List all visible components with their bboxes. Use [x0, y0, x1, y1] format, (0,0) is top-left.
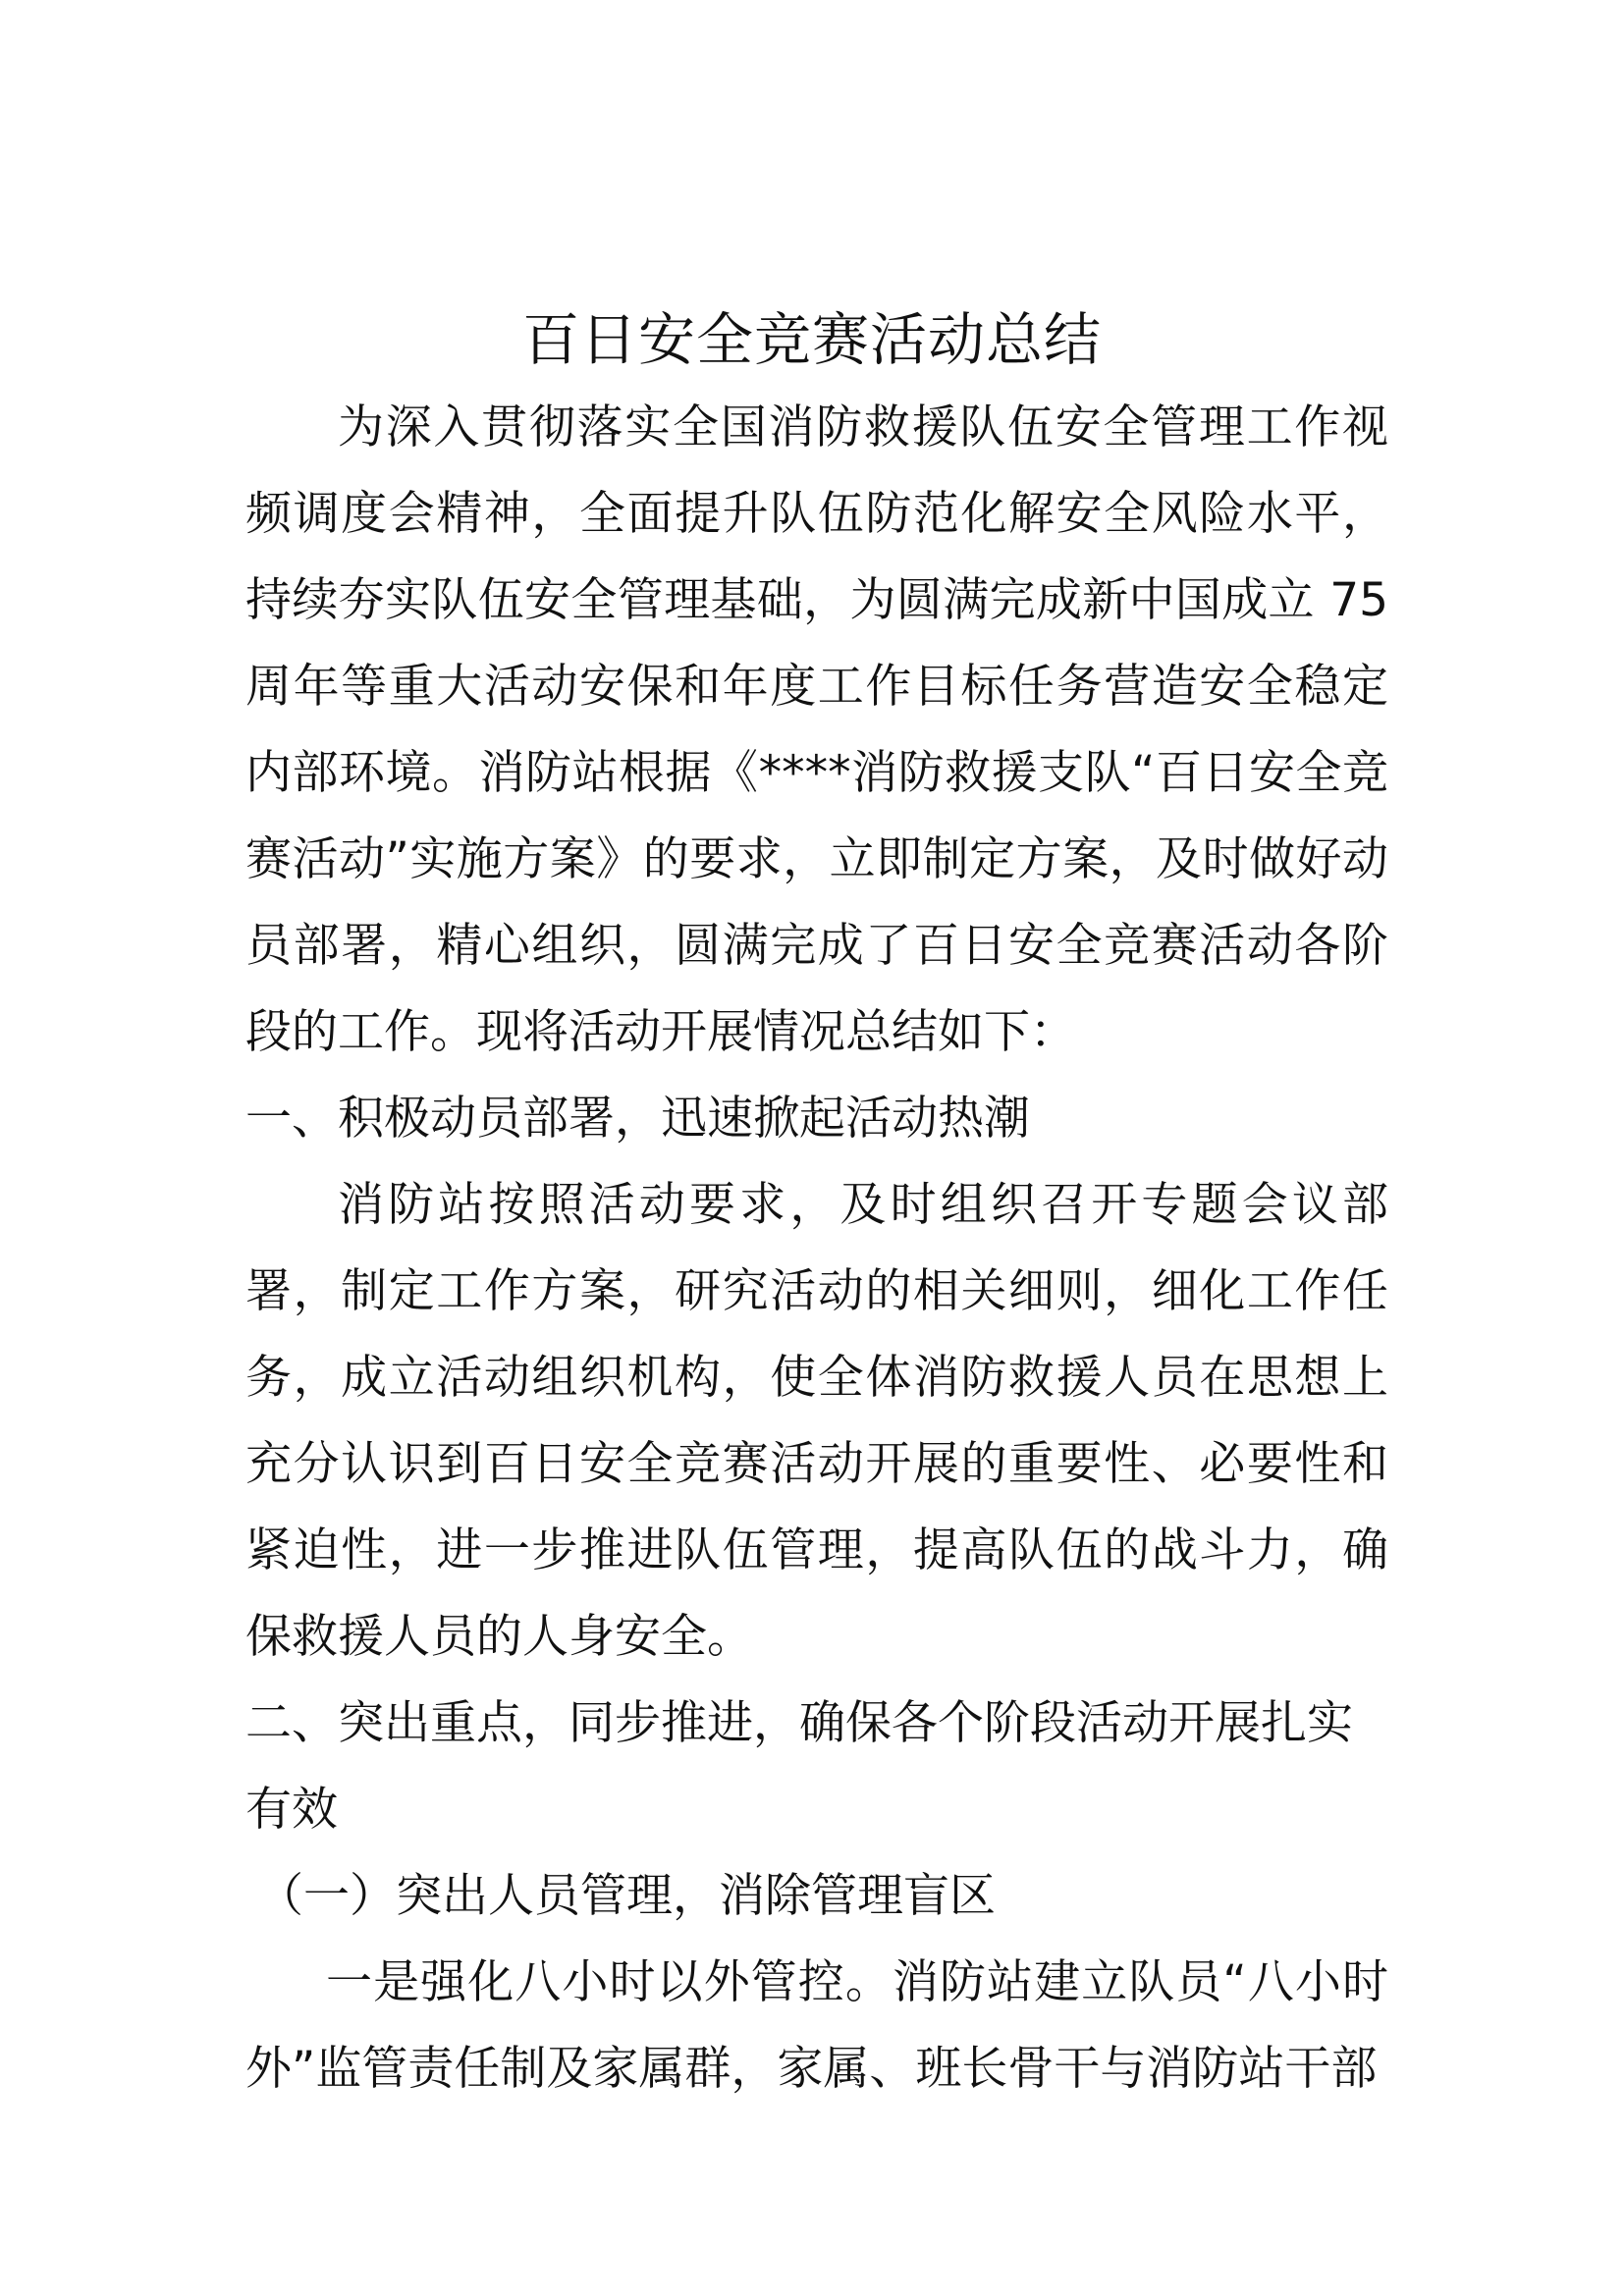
section-heading-2: 二、突出重点，同步推进，确保各个阶段活动开展扎实有效 — [245, 1696, 1353, 1837]
subsection-heading-1: （一）突出人员管理，消除管理盲区 — [257, 1869, 996, 1923]
document-body — [245, 385, 1388, 2112]
subsection-1-paragraph: 一是强化八小时以外管控。消防站建立队员“八小时外”监管责任制及家属群，家属、班长骨干与消防站干部 — [245, 1955, 1388, 2096]
section-heading-1: 一、积极动员部署，迅速掀起活动热潮 — [245, 1092, 1030, 1146]
document-title: 百日安全竞赛活动总结 — [521, 306, 1102, 373]
intro-paragraph: 为深入贯彻落实全国消防救援队伍安全管理工作视频调度会精神，全面提升队伍防范化解安全风险水平，持续夯实队伍安全管理基础，为圆满完成新中国成立 75 周年等重大活动安保和年度工作目标任务营造安全稳定内部环境。消防站根据《****消防救援支队“百日安全竞赛活动”实施方案》的要求，立即制定方案，及时做好动员部署，精心组织，圆满完成了百日安全竞赛活动各阶段的工作。现将活动开展情况总结如下： — [245, 400, 1388, 1059]
section-1-paragraph: 消防站按照活动要求，及时组织召开专题会议部署，制定工作方案，研究活动的相关细则，细化工作任务，成立活动组织机构，使全体消防救援人员在思想上充分认识到百日安全竞赛活动开展的重要性、必要性和紧迫性，进一步推进队伍管理，提高队伍的战斗力，确保救援人员的人身安全。 — [245, 1178, 1388, 1664]
